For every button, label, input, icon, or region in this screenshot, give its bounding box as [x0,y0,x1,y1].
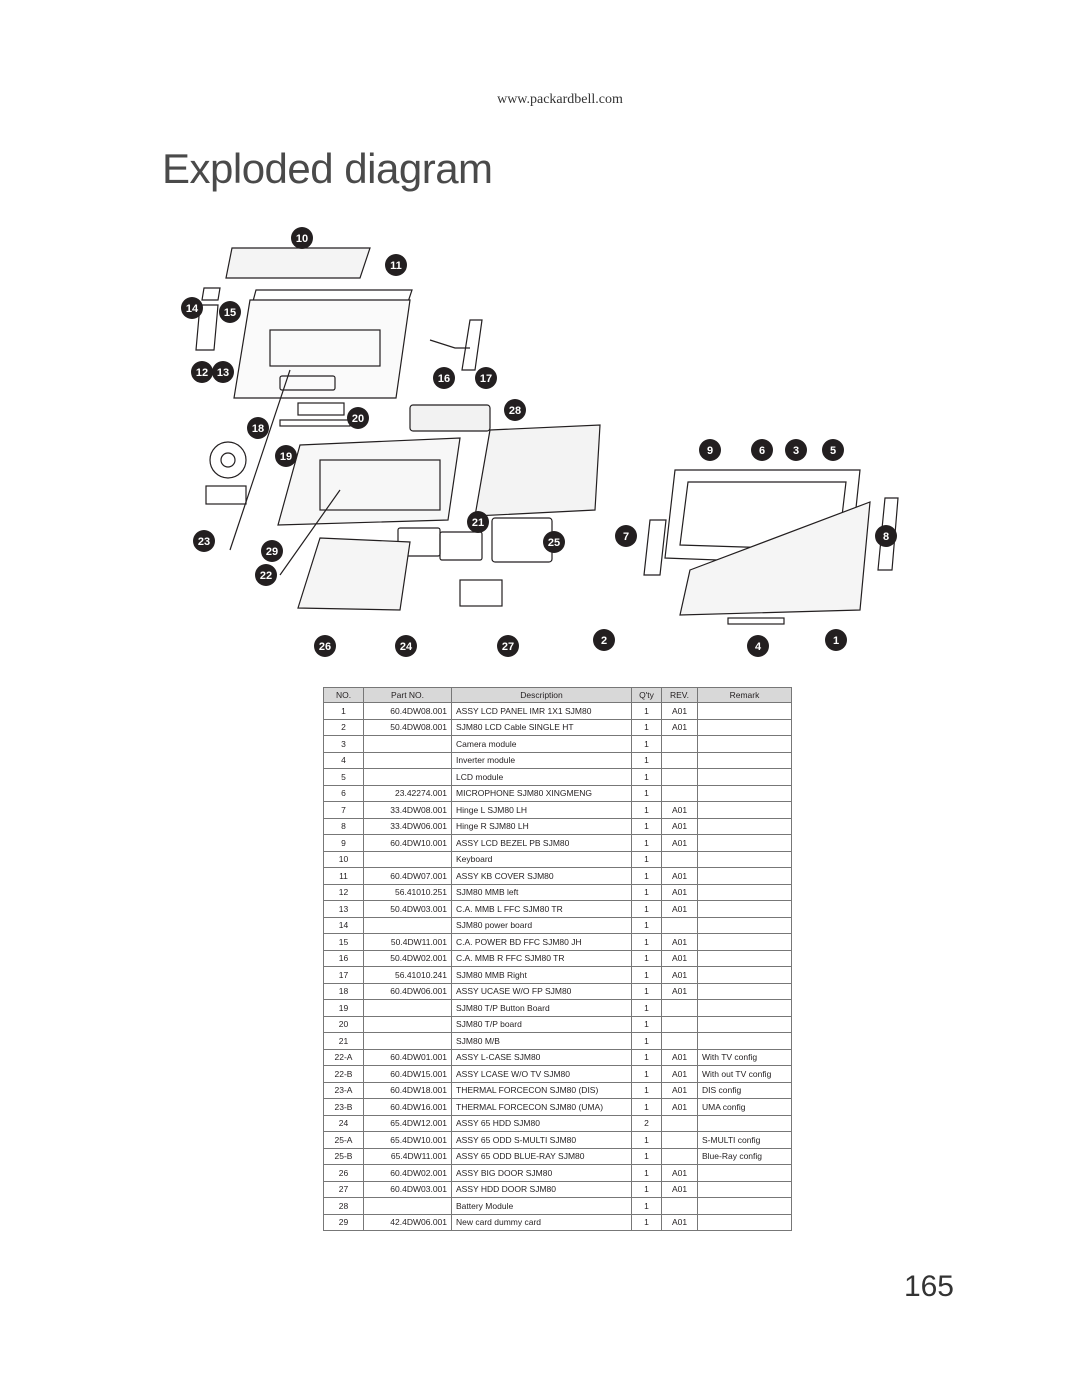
svg-text:7: 7 [622,531,630,543]
cell-qty: 1 [632,802,662,819]
odd-part [492,518,552,562]
cell-qty: 1 [632,917,662,934]
cell-part-no: 60.4DW18.001 [364,1082,452,1099]
cell-description: ASSY 65 ODD BLUE-RAY SJM80 [452,1148,632,1165]
cell-qty: 1 [632,901,662,918]
cell-qty: 1 [632,1099,662,1116]
svg-text:13: 13 [216,367,230,379]
cell-description: ASSY 65 ODD S-MULTI SJM80 [452,1132,632,1149]
cell-rev [662,1016,698,1033]
col-header-qty: Q'ty [632,688,662,703]
cell-qty: 1 [632,1181,662,1198]
cell-part-no: 42.4DW06.001 [364,1214,452,1231]
cell-rev: A01 [662,802,698,819]
cell-no: 13 [324,901,364,918]
website-url: www.packardbell.com [497,92,623,107]
cell-remark [698,967,792,984]
cell-remark [698,769,792,786]
cell-part-no: 60.4DW15.001 [364,1066,452,1083]
cell-rev: A01 [662,967,698,984]
cell-description: C.A. MMB R FFC SJM80 TR [452,950,632,967]
cell-no: 15 [324,934,364,951]
big-door-part [298,538,410,610]
svg-text:14: 14 [185,303,199,315]
cell-no: 9 [324,835,364,852]
keyboard-part [226,248,370,278]
cell-no: 10 [324,851,364,868]
hinge-left [644,520,666,575]
cell-description: SJM80 MMB Right [452,967,632,984]
svg-text:6: 6 [758,445,766,457]
table-row [324,1132,792,1149]
cell-remark [698,785,792,802]
table-row [324,851,792,868]
table-row [324,1066,792,1083]
cell-rev: A01 [662,1214,698,1231]
cell-no: 17 [324,967,364,984]
cell-remark [698,950,792,967]
table-row [324,1198,792,1215]
cell-no: 24 [324,1115,364,1132]
table-row [324,1016,792,1033]
svg-text:19: 19 [279,451,293,463]
cell-qty: 1 [632,851,662,868]
cell-rev: A01 [662,950,698,967]
svg-text:5: 5 [829,445,837,457]
cell-remark [698,934,792,951]
cell-remark [698,736,792,753]
table-row [324,719,792,736]
exploded-diagram [170,220,900,670]
svg-text:21: 21 [471,517,485,529]
cell-no: 1 [324,703,364,720]
col-header-remark: Remark [698,688,792,703]
cell-qty: 1 [632,1016,662,1033]
cell-qty: 2 [632,1115,662,1132]
cell-no: 11 [324,868,364,885]
cell-description: ASSY LCD PANEL IMR 1X1 SJM80 [452,703,632,720]
cell-part-no: 56.41010.251 [364,884,452,901]
cell-description: Hinge R SJM80 LH [452,818,632,835]
cell-rev [662,1148,698,1165]
cell-rev [662,851,698,868]
cell-no: 12 [324,884,364,901]
col-header-part-no: Part NO. [364,688,452,703]
table-row [324,703,792,720]
svg-text:27: 27 [501,641,515,653]
svg-text:20: 20 [351,413,365,425]
svg-text:4: 4 [754,641,762,653]
cell-qty: 1 [632,967,662,984]
cell-no: 29 [324,1214,364,1231]
cell-description: ASSY LCASE W/O TV SJM80 [452,1066,632,1083]
table-row [324,901,792,918]
cell-part-no: 60.4DW01.001 [364,1049,452,1066]
cell-description: Battery Module [452,1198,632,1215]
cell-remark [698,851,792,868]
table-row [324,1033,792,1050]
cell-part-no: 60.4DW06.001 [364,983,452,1000]
cell-remark [698,1000,792,1017]
cell-qty: 1 [632,736,662,753]
cell-remark: Blue-Ray config [698,1148,792,1165]
cell-qty: 1 [632,1066,662,1083]
cell-part-no [364,752,452,769]
col-header-rev: REV. [662,688,698,703]
cell-qty: 1 [632,1198,662,1215]
table-row [324,802,792,819]
table-row [324,1148,792,1165]
cell-part-no [364,1016,452,1033]
cell-no: 18 [324,983,364,1000]
cell-remark [698,884,792,901]
cable-part [462,320,482,370]
table-row [324,1049,792,1066]
cell-rev: A01 [662,1049,698,1066]
cell-description: THERMAL FORCECON SJM80 (DIS) [452,1082,632,1099]
cell-no: 3 [324,736,364,753]
cell-part-no: 65.4DW10.001 [364,1132,452,1149]
cell-qty: 1 [632,769,662,786]
cell-rev [662,1000,698,1017]
cell-rev: A01 [662,835,698,852]
svg-text:26: 26 [318,641,332,653]
cell-rev: A01 [662,818,698,835]
col-header-no: NO. [324,688,364,703]
cell-part-no: 33.4DW08.001 [364,802,452,819]
cell-part-no [364,1198,452,1215]
cell-description: SJM80 LCD Cable SINGLE HT [452,719,632,736]
table-row [324,1214,792,1231]
table-row [324,1181,792,1198]
cell-remark [698,719,792,736]
svg-text:24: 24 [399,641,413,653]
fan-part [210,442,246,478]
cell-description: ASSY L-CASE SJM80 [452,1049,632,1066]
cell-qty: 1 [632,835,662,852]
cell-qty: 1 [632,752,662,769]
cell-part-no: 65.4DW12.001 [364,1115,452,1132]
cell-rev: A01 [662,1181,698,1198]
cell-rev [662,769,698,786]
cell-no: 28 [324,1198,364,1215]
cell-no: 5 [324,769,364,786]
cell-part-no: 60.4DW02.001 [364,1165,452,1182]
cell-part-no: 65.4DW11.001 [364,1148,452,1165]
cell-rev: A01 [662,703,698,720]
cell-description: Camera module [452,736,632,753]
cell-part-no [364,1000,452,1017]
table-row [324,1165,792,1182]
svg-text:17: 17 [479,373,493,385]
cell-rev: A01 [662,1099,698,1116]
table-row [324,934,792,951]
table-row [324,818,792,835]
cell-part-no: 60.4DW16.001 [364,1099,452,1116]
cell-no: 23-B [324,1099,364,1116]
cell-qty: 1 [632,818,662,835]
cell-no: 22-B [324,1066,364,1083]
cell-qty: 1 [632,1033,662,1050]
svg-text:12: 12 [195,367,209,379]
svg-text:16: 16 [437,373,451,385]
table-row [324,884,792,901]
cell-no: 7 [324,802,364,819]
cell-part-no [364,736,452,753]
cell-description: ASSY 65 HDD SJM80 [452,1115,632,1132]
cell-part-no: 50.4DW08.001 [364,719,452,736]
cell-description: C.A. POWER BD FFC SJM80 JH [452,934,632,951]
cell-part-no: 60.4DW03.001 [364,1181,452,1198]
svg-text:15: 15 [223,307,237,319]
cell-description: ASSY BIG DOOR SJM80 [452,1165,632,1182]
cell-qty: 1 [632,1082,662,1099]
cell-remark: UMA config [698,1099,792,1116]
cell-no: 25-A [324,1132,364,1149]
table-row [324,1000,792,1017]
cell-part-no: 33.4DW06.001 [364,818,452,835]
cell-qty: 1 [632,1214,662,1231]
cell-no: 8 [324,818,364,835]
cell-remark [698,1198,792,1215]
cell-no: 6 [324,785,364,802]
cell-rev: A01 [662,934,698,951]
table-header-row [324,688,792,703]
cell-qty: 1 [632,703,662,720]
svg-text:11: 11 [390,260,402,272]
cell-description: ASSY HDD DOOR SJM80 [452,1181,632,1198]
parts-table-body [324,703,792,1231]
cell-description: LCD module [452,769,632,786]
cell-remark [698,802,792,819]
svg-text:2: 2 [600,635,608,647]
table-row [324,1099,792,1116]
cell-no: 22-A [324,1049,364,1066]
exploded-diagram-drawing [170,220,900,670]
cell-qty: 1 [632,983,662,1000]
cell-rev: A01 [662,1066,698,1083]
table-row [324,1082,792,1099]
cell-remark [698,1115,792,1132]
table-row [324,917,792,934]
cell-qty: 1 [632,868,662,885]
cell-description: Hinge L SJM80 LH [452,802,632,819]
svg-text:1: 1 [832,635,840,647]
cell-no: 25-B [324,1148,364,1165]
cell-description: SJM80 power board [452,917,632,934]
svg-text:3: 3 [792,445,800,457]
parts-table [323,687,792,1231]
cell-no: 19 [324,1000,364,1017]
cell-no: 14 [324,917,364,934]
cell-description: ASSY LCD BEZEL PB SJM80 [452,835,632,852]
cell-description: SJM80 T/P board [452,1016,632,1033]
svg-text:29: 29 [265,546,279,558]
svg-text:22: 22 [259,570,273,582]
cell-remark: S-MULTI config [698,1132,792,1149]
cell-remark [698,1214,792,1231]
cell-remark [698,752,792,769]
svg-text:9: 9 [706,445,714,457]
cell-description: THERMAL FORCECON SJM80 (UMA) [452,1099,632,1116]
cell-no: 2 [324,719,364,736]
table-row [324,835,792,852]
svg-text:18: 18 [251,423,265,435]
svg-text:8: 8 [882,531,890,543]
cell-description: Inverter module [452,752,632,769]
cell-rev: A01 [662,719,698,736]
cell-qty: 1 [632,1000,662,1017]
cell-part-no: 60.4DW08.001 [364,703,452,720]
cell-description: SJM80 M/B [452,1033,632,1050]
cell-remark [698,835,792,852]
cell-remark [698,703,792,720]
cell-rev: A01 [662,901,698,918]
table-row [324,950,792,967]
cell-description: ASSY KB COVER SJM80 [452,868,632,885]
cell-remark [698,901,792,918]
table-row [324,736,792,753]
lower-case-part [278,438,460,525]
cell-part-no: 50.4DW03.001 [364,901,452,918]
cell-description: New card dummy card [452,1214,632,1231]
table-row [324,785,792,802]
cell-rev [662,1115,698,1132]
cell-remark: With TV config [698,1049,792,1066]
cell-description: SJM80 MMB left [452,884,632,901]
cell-rev: A01 [662,884,698,901]
cell-description: C.A. MMB L FFC SJM80 TR [452,901,632,918]
cell-remark: DIS config [698,1082,792,1099]
lcd-back-cover [680,502,870,615]
cell-part-no: 50.4DW02.001 [364,950,452,967]
cell-description: ASSY UCASE W/O FP SJM80 [452,983,632,1000]
cell-rev [662,917,698,934]
cell-qty: 1 [632,1132,662,1149]
cell-remark [698,1016,792,1033]
cell-rev [662,1132,698,1149]
cell-remark [698,1181,792,1198]
cell-qty: 1 [632,1049,662,1066]
cell-rev: A01 [662,1165,698,1182]
cell-rev [662,785,698,802]
table-row [324,868,792,885]
table-row [324,752,792,769]
cell-description: MICROPHONE SJM80 XINGMENG [452,785,632,802]
page-title: Exploded diagram [162,145,493,192]
cell-qty: 1 [632,884,662,901]
col-header-description: Description [452,688,632,703]
svg-text:28: 28 [508,405,522,417]
cell-remark [698,983,792,1000]
cell-no: 4 [324,752,364,769]
cell-remark [698,868,792,885]
cell-no: 27 [324,1181,364,1198]
svg-text:25: 25 [547,537,561,549]
cell-no: 20 [324,1016,364,1033]
cell-description: SJM80 T/P Button Board [452,1000,632,1017]
cell-qty: 1 [632,1165,662,1182]
cell-part-no: 60.4DW10.001 [364,835,452,852]
cell-remark [698,818,792,835]
cell-part-no [364,851,452,868]
cell-rev: A01 [662,983,698,1000]
cell-rev [662,1033,698,1050]
table-row [324,983,792,1000]
table-row [324,967,792,984]
cell-rev: A01 [662,868,698,885]
cell-qty: 1 [632,719,662,736]
cell-no: 21 [324,1033,364,1050]
svg-text:10: 10 [295,233,309,245]
cell-qty: 1 [632,950,662,967]
page-number: 165 [903,1270,954,1303]
cell-part-no [364,917,452,934]
cell-qty: 1 [632,1148,662,1165]
cell-rev: A01 [662,1082,698,1099]
table-row [324,769,792,786]
table-row [324,1115,792,1132]
cell-rev [662,736,698,753]
cell-qty: 1 [632,785,662,802]
cell-no: 23-A [324,1082,364,1099]
motherboard-part [475,425,600,516]
cell-no: 26 [324,1165,364,1182]
cell-remark: With out TV config [698,1066,792,1083]
cell-part-no: 60.4DW07.001 [364,868,452,885]
cell-part-no: 56.41010.241 [364,967,452,984]
cell-qty: 1 [632,934,662,951]
cell-remark [698,1165,792,1182]
cell-part-no [364,1033,452,1050]
cell-part-no [364,769,452,786]
svg-text:23: 23 [197,536,211,548]
cell-remark [698,1033,792,1050]
cell-no: 16 [324,950,364,967]
cell-part-no: 23.42274.001 [364,785,452,802]
cell-rev [662,1198,698,1215]
upper-case-part [234,300,410,398]
cell-remark [698,917,792,934]
cell-rev [662,752,698,769]
cell-description: Keyboard [452,851,632,868]
cell-part-no: 50.4DW11.001 [364,934,452,951]
battery-part [410,405,490,431]
